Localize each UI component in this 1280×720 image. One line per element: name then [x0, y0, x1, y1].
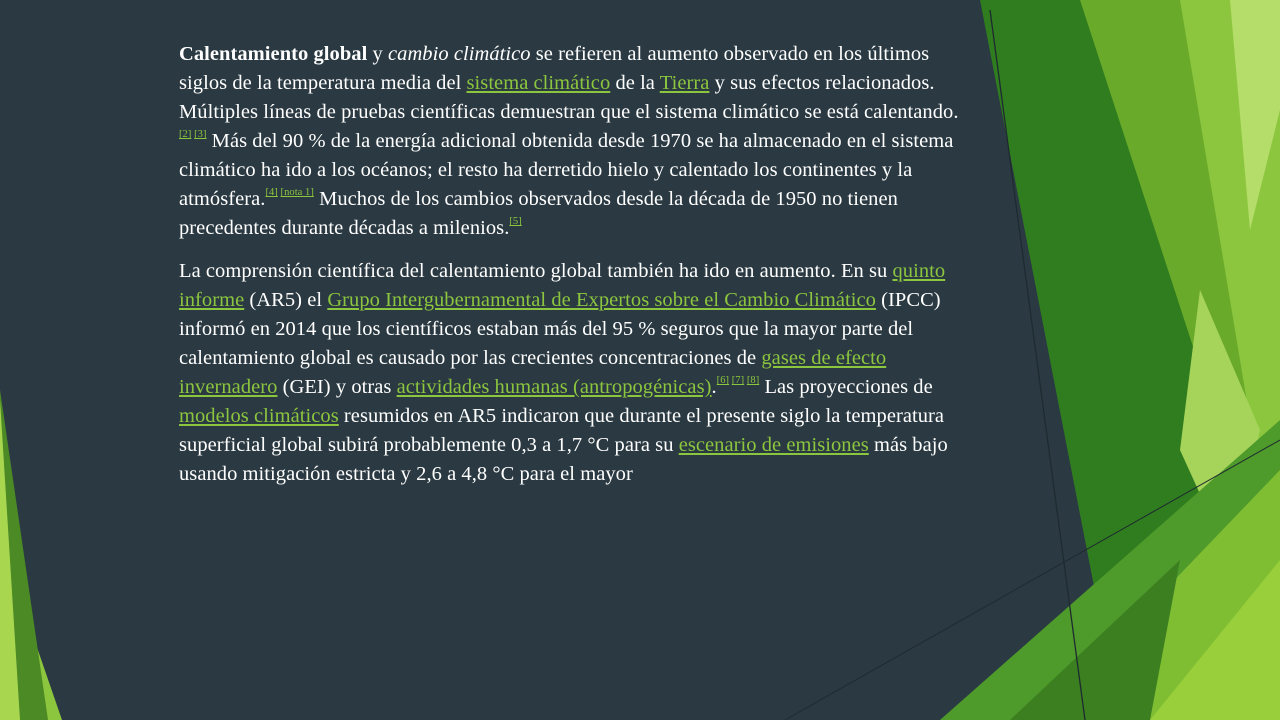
text-span: Más del 90 % de la energía adicional obtenida desde 1970 se ha almacenado en el sistema climático ha ido a los océanos; el resto ha derretido hielo y calentado los continentes y la atmósfera.: [179, 130, 954, 210]
text-span: de la: [610, 72, 660, 94]
text-span: (GEI) y otras: [277, 376, 397, 398]
term-calentamiento: Calentamiento global: [179, 43, 368, 65]
link-actividades-humanas[interactable]: actividades humanas (antropogénicas): [396, 376, 712, 398]
term-cambio: cambio climático: [388, 43, 531, 65]
text-span: (AR5) el: [244, 289, 328, 311]
ref-2[interactable]: [2]: [179, 129, 192, 141]
ref-4[interactable]: [4]: [265, 187, 278, 199]
link-ipcc[interactable]: Grupo Intergubernamental de Expertos sobre el Cambio Climático: [327, 289, 876, 311]
link-sistema-climatico[interactable]: sistema climático: [466, 72, 611, 94]
link-quinto-informe[interactable]: quinto informe: [179, 260, 946, 311]
text-span: Muchos de los cambios observados desde la década de 1950 no tienen precedentes durante décadas a milenios.: [179, 188, 898, 239]
text-span: .: [711, 376, 717, 398]
ref-6[interactable]: [6]: [716, 375, 730, 387]
text-span: (IPCC) informó en 2014 que los científicos estaban más del 95 % seguros que la mayor parte del calentamiento global es causado por las crecientes concentraciones de: [179, 289, 941, 369]
text-span: Las proyecciones de: [759, 376, 933, 398]
paragraph-2: [179, 257, 969, 489]
text-span: se refieren al aumento observado en los últimos siglos de la temperatura media del: [179, 43, 930, 94]
text-span: La comprensión científica del calentamiento global también ha ido en aumento. En su: [179, 260, 893, 282]
article-text: [179, 40, 969, 503]
link-modelos-climaticos[interactable]: modelos climáticos: [179, 405, 339, 427]
link-gases-efecto-invernadero[interactable]: gases de efecto invernadero: [179, 347, 887, 398]
ref-5[interactable]: [5]: [509, 216, 522, 228]
ref-7[interactable]: [7]: [731, 375, 745, 387]
link-escenario-emisiones[interactable]: escenario de emisiones: [678, 434, 869, 456]
paragraph-1: [179, 40, 969, 243]
link-tierra[interactable]: Tierra: [659, 72, 710, 94]
ref-nota-1[interactable]: [nota 1]: [280, 187, 314, 199]
text-span: resumidos en AR5 indicaron que durante el presente siglo la temperatura superficial global subirá probablemente 0,3 a 1,7 °C para su: [179, 405, 945, 456]
ref-8[interactable]: [8]: [746, 375, 760, 387]
text-span: más bajo usando mitigación estricta y 2,6 a 4,8 °C para el mayor: [179, 434, 948, 485]
text-span: y sus efectos relacionados. Múltiples líneas de pruebas científicas demuestran que el sistema climático se está calentando.: [179, 72, 959, 123]
ref-3[interactable]: [3]: [194, 129, 207, 141]
text-span: y: [367, 43, 388, 65]
